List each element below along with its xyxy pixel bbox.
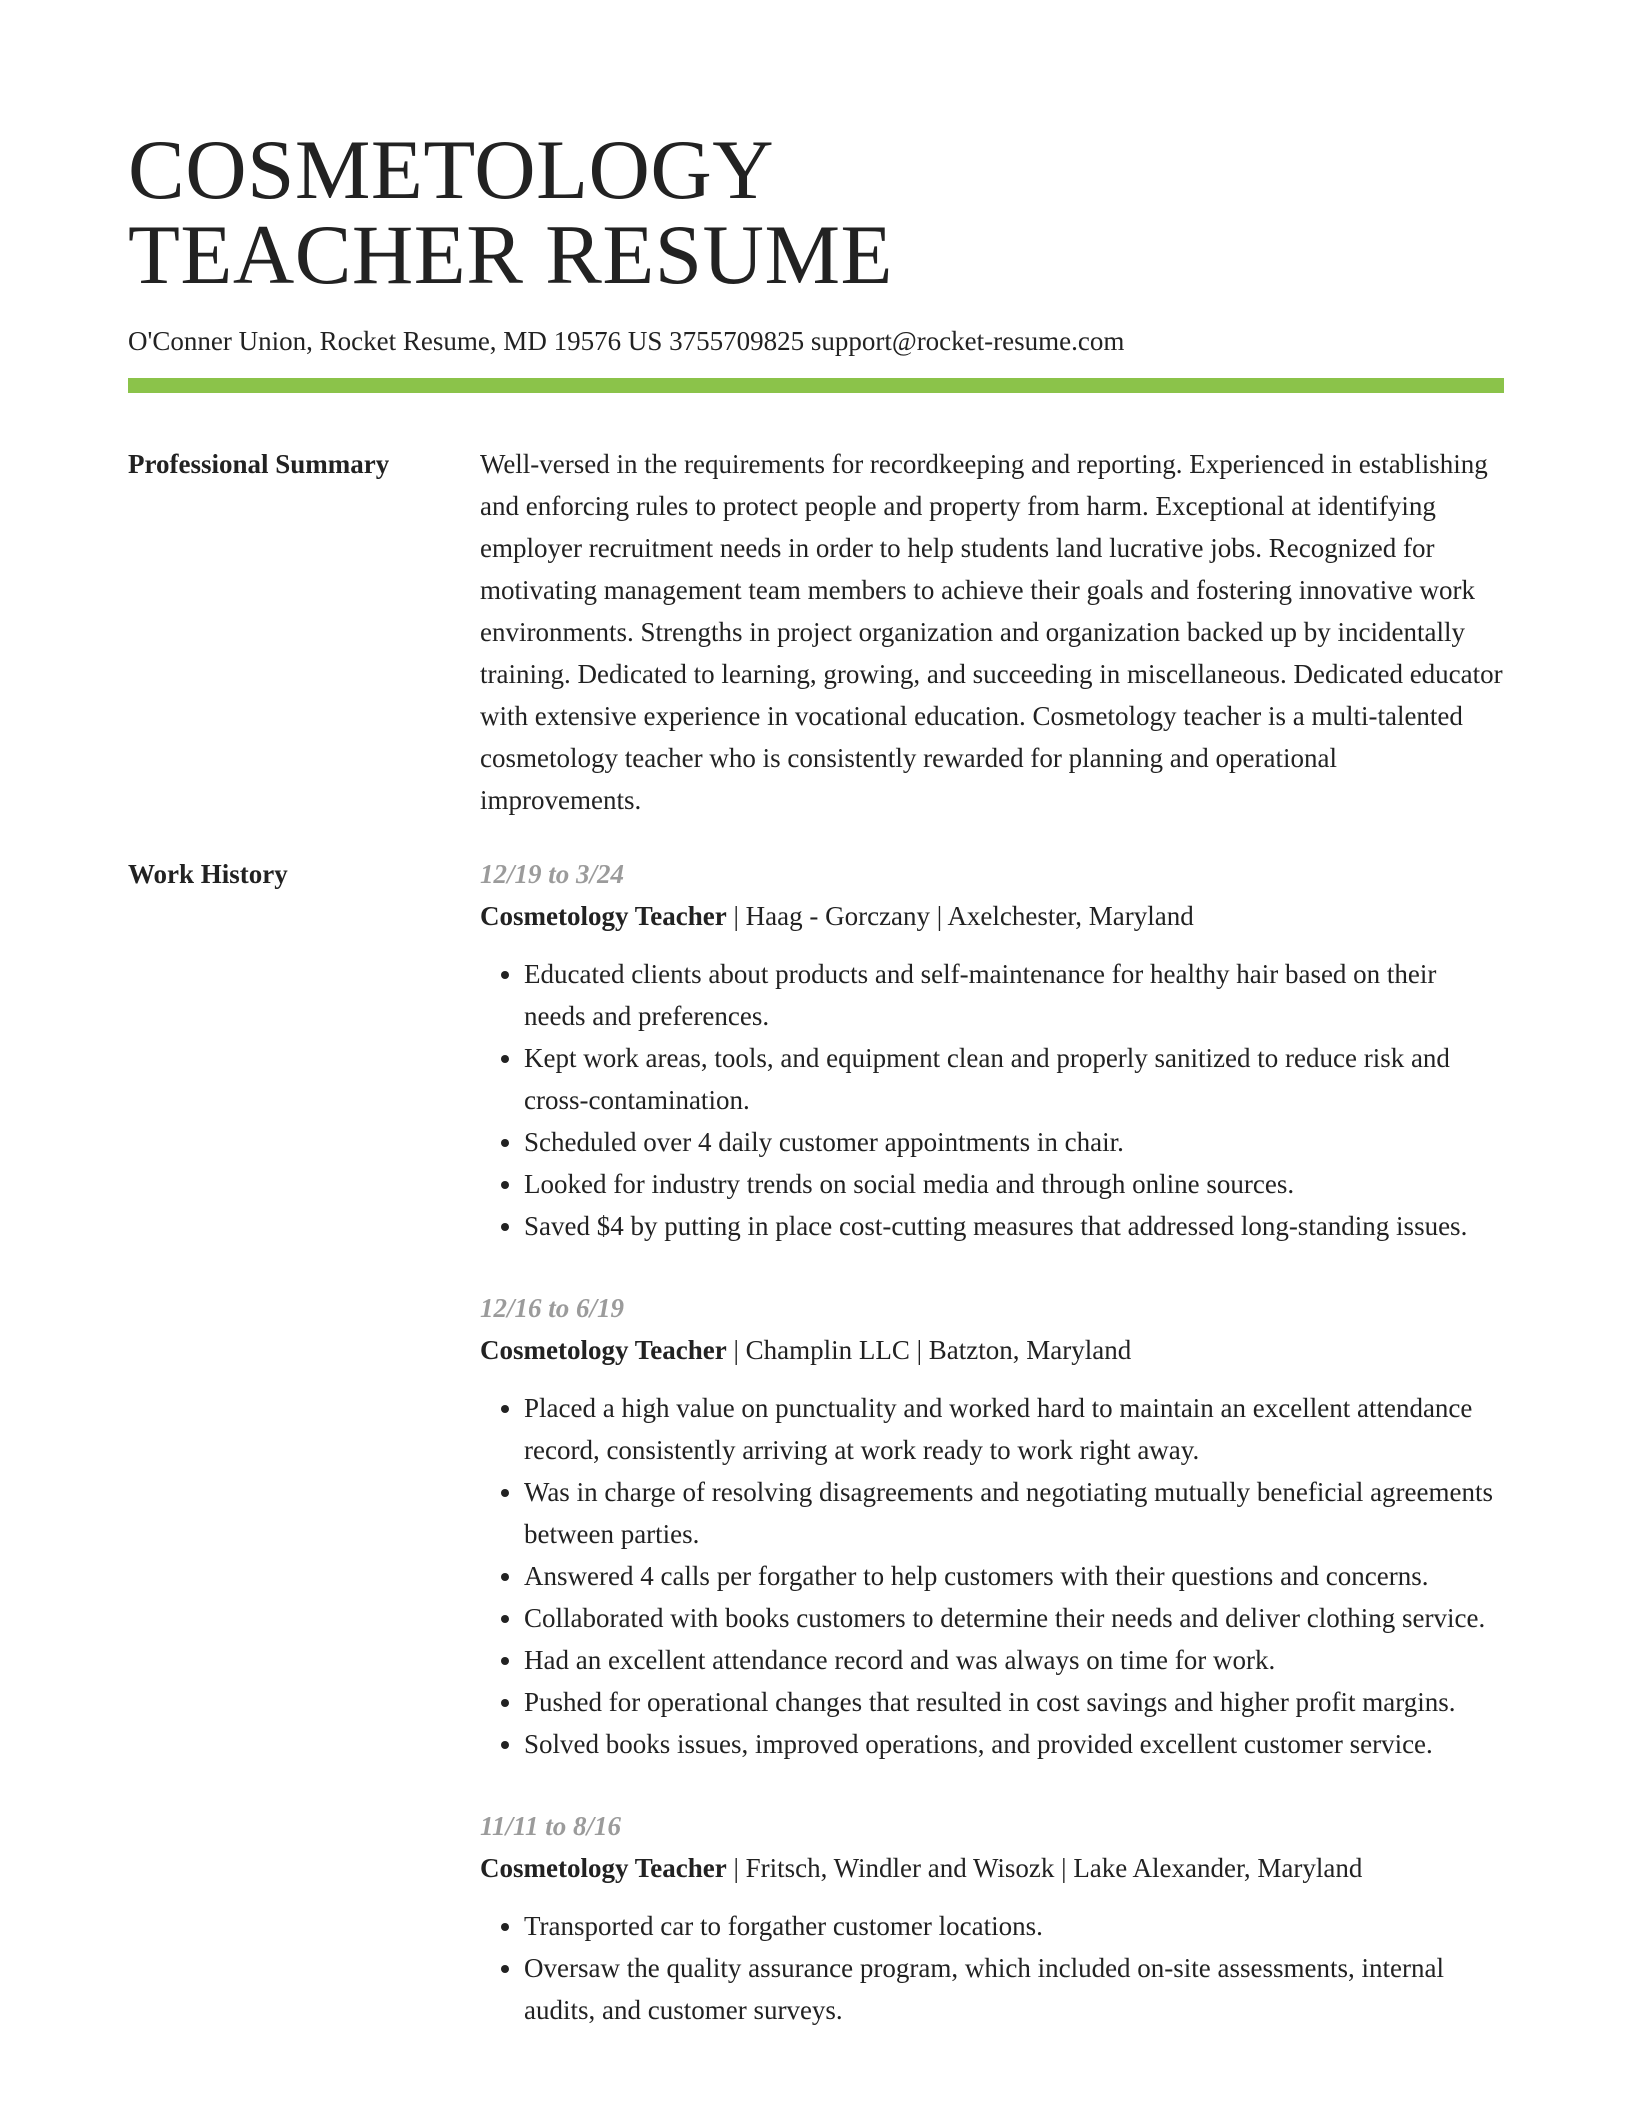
summary-text: Well-versed in the requirements for recordkeeping and reporting. Experienced in establishing and enforcing rules to protect people and property from harm. Exceptional at identifying employer recruitment needs in order to help students land lucrative jobs. Recognized for motivating management team members to achieve their goals and fostering innovative work environments. Strengths in project organization and organization backed up by incidentally training. Dedicated to learning, growing, and succeeding in miscellaneous. Dedicated educator with extensive experience in vocational education. Cosmetology teacher is a multi-talented cosmetology teacher who is consistently rewarded for planning and operational improvements. [480,449,1503,815]
summary-body [480,443,1504,821]
job-title: Cosmetology Teacher [480,901,727,931]
job-bullet: • Placed a high value on punctuality and worked hard to maintain an excellent attendance record, consistently arriving at work ready to work right away. [524,1387,1504,1471]
job-entry [480,853,1504,1247]
work-history-section [128,853,1504,2071]
job-dates: 11/11 to 8/16 [480,1811,622,1841]
resume-page [128,0,1504,2071]
job-dates: 12/19 to 3/24 [480,859,625,889]
job-bullet: • Saved $4 by putting in place cost-cutting measures that addressed long-standing issues. [524,1205,1504,1247]
job-bullet: • Scheduled over 4 daily customer appointments in chair. [524,1121,1504,1163]
job-bullet-list [480,1905,1504,2031]
job-heading [480,1847,1504,1889]
job-details: | Fritsch, Windler and Wisozk | Lake Alexander, Maryland [726,1853,1363,1883]
job-title: Cosmetology Teacher [480,1335,727,1365]
contact-line: O'Conner Union, Rocket Resume, MD 19576 US 3755709825 support@rocket-resume.com [128,326,1125,356]
job-entry [480,1805,1504,2031]
section-label-work-history: Work History [128,859,288,889]
title-line-2: TEACHER RESUME [128,208,893,302]
job-title: Cosmetology Teacher [480,1853,727,1883]
job-bullet: • Answered 4 calls per forgather to help customers with their questions and concerns. [524,1555,1504,1597]
job-bullet: • Looked for industry trends on social media and through online sources. [524,1163,1504,1205]
job-entry [480,1287,1504,1765]
accent-divider [128,378,1504,393]
job-bullet: • Educated clients about products and self-maintenance for healthy hair based on their needs and preferences. [524,953,1504,1037]
job-heading [480,1329,1504,1371]
job-bullet: • Pushed for operational changes that resulted in cost savings and higher profit margins. [524,1681,1504,1723]
job-heading [480,895,1504,937]
title-line-1: COSMETOLOGY [128,123,775,217]
job-bullet: • Solved books issues, improved operations, and provided excellent customer service. [524,1723,1504,1765]
job-bullet: • Transported car to forgather customer locations. [524,1905,1504,1947]
section-label-summary: Professional Summary [128,449,390,479]
job-bullet: • Oversaw the quality assurance program, which included on-site assessments, internal audits, and customer surveys. [524,1947,1504,2031]
job-bullet: • Was in charge of resolving disagreements and negotiating mutually beneficial agreements between parties. [524,1471,1504,1555]
job-details: | Haag - Gorczany | Axelchester, Maryland [726,901,1194,931]
professional-summary-section [128,443,1504,821]
job-details: | Champlin LLC | Batzton, Maryland [726,1335,1132,1365]
job-bullet: • Had an excellent attendance record and was always on time for work. [524,1639,1504,1681]
job-bullet-list [480,1387,1504,1765]
work-history-body [480,853,1504,2071]
job-bullet: • Kept work areas, tools, and equipment clean and properly sanitized to reduce risk and cross-contamination. [524,1037,1504,1121]
job-dates: 12/16 to 6/19 [480,1293,625,1323]
job-bullet-list [480,953,1504,1247]
job-bullet: • Collaborated with books customers to determine their needs and deliver clothing service. [524,1597,1504,1639]
resume-title [128,0,1504,302]
